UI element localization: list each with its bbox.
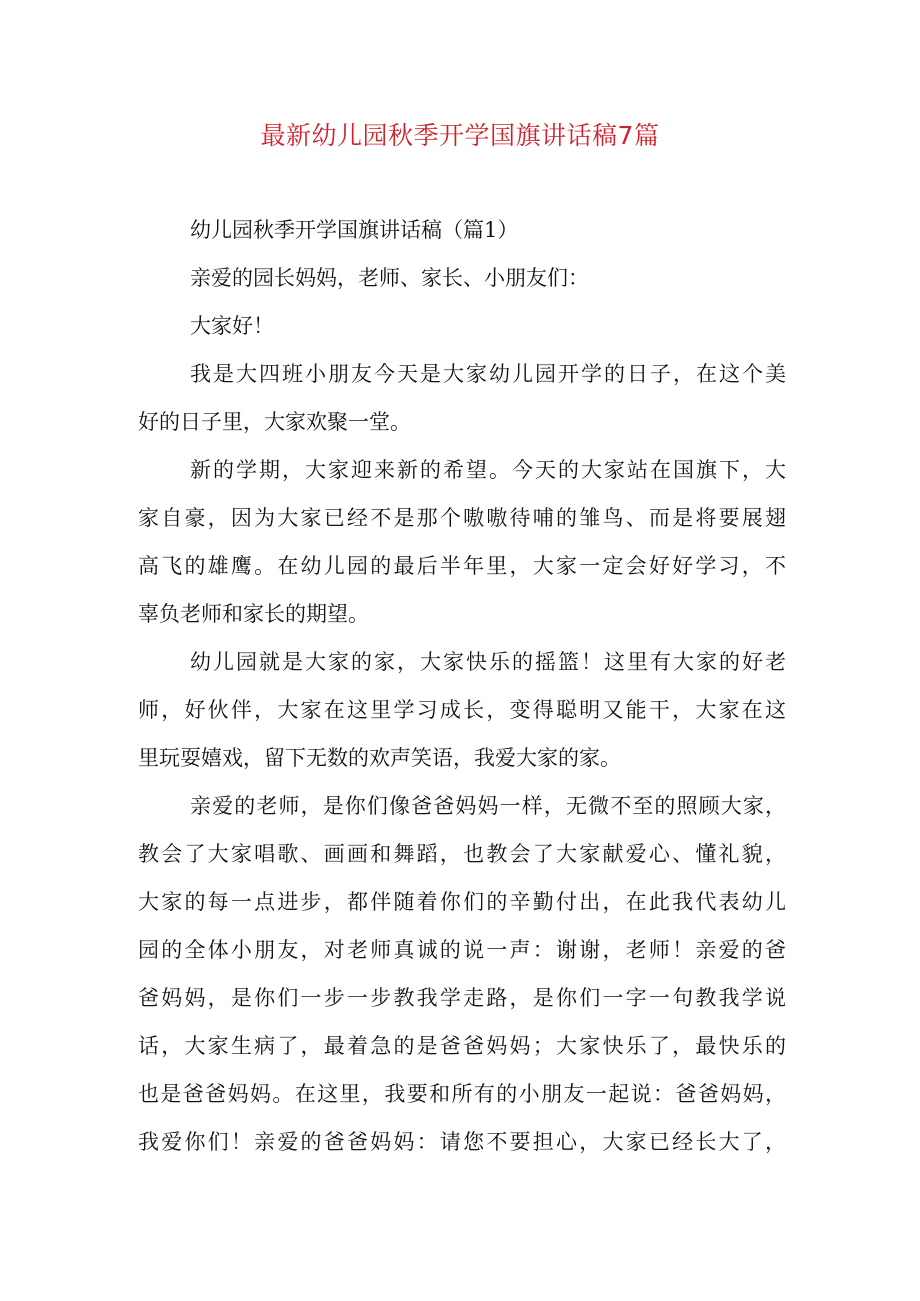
paragraph-line: 新的学期，大家迎来新的希望。今天的大家站在国旗下，大 — [190, 458, 786, 482]
salutation: 亲爱的园长妈妈，老师、家长、小朋友们： — [190, 266, 589, 290]
paragraph-line: 高飞的雄鹰。在幼儿园的最后半年里，大家一定会好好学习，不 — [138, 554, 786, 578]
paragraph-line: 大家的每一点进步，都伴随着你们的辛勤付出，在此我代表幼儿 — [138, 890, 786, 914]
paragraph-line: 亲爱的老师，是你们像爸爸妈妈一样，无微不至的照顾大家， — [190, 794, 786, 818]
paragraph-line: 也是爸爸妈妈。在这里，我要和所有的小朋友一起说：爸爸妈妈， — [138, 1082, 786, 1106]
paragraph-line: 里玩耍嬉戏，留下无数的欢声笑语，我爱大家的家。 — [138, 746, 621, 770]
paragraph-line: 师，好伙伴，大家在这里学习成长，变得聪明又能干，大家在这 — [138, 698, 786, 722]
greeting: 大家好！ — [190, 314, 274, 338]
paragraph-line: 园的全体小朋友，对老师真诚的说一声：谢谢，老师！亲爱的爸 — [138, 938, 786, 962]
paragraph-2 — [138, 446, 786, 638]
paragraph-line: 我爱你们！亲爱的爸爸妈妈：请您不要担心，大家已经长大了， — [138, 1130, 786, 1154]
paragraph-line: 教会了大家唱歌、画画和舞蹈，也教会了大家献爱心、懂礼貌， — [138, 842, 786, 866]
paragraph-line: 我是大四班小朋友今天是大家幼儿园开学的日子，在这个美 — [190, 362, 786, 386]
paragraph-line: 家自豪，因为大家已经不是那个嗷嗷待哺的雏鸟、而是将要展翅 — [138, 506, 786, 530]
paragraph-line: 幼儿园就是大家的家，大家快乐的摇篮！这里有大家的好老 — [190, 650, 786, 674]
paragraph-1 — [138, 350, 786, 446]
paragraph-line: 辜负老师和家长的期望。 — [138, 602, 369, 626]
paragraph-line: 爸妈妈，是你们一步一步教我学走路，是你们一字一句教我学说 — [138, 986, 786, 1010]
document-body — [138, 206, 786, 1166]
paragraph-line: 话，大家生病了，最着急的是爸爸妈妈；大家快乐了，最快乐的 — [138, 1034, 786, 1058]
paragraph-3 — [138, 638, 786, 782]
section-heading: 幼儿园秋季开学国旗讲话稿（篇1） — [190, 218, 519, 242]
paragraph-4 — [138, 782, 786, 1166]
document-title: 最新幼儿园秋季开学国旗讲话稿7篇 — [260, 121, 660, 150]
paragraph-line: 好的日子里，大家欢聚一堂。 — [138, 410, 411, 434]
